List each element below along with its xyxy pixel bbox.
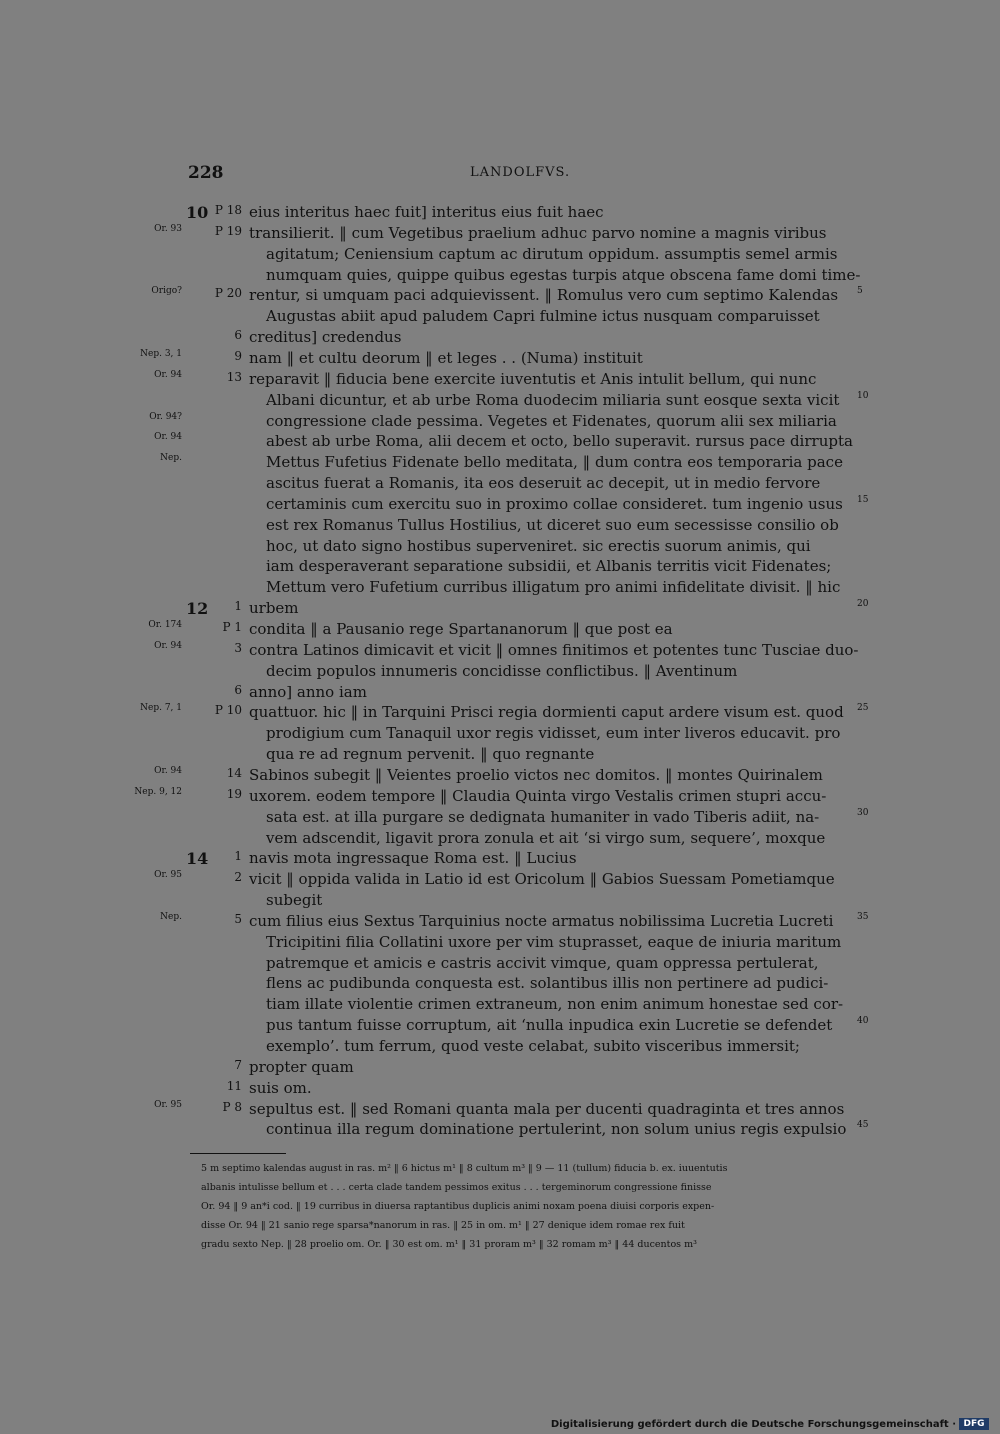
line-reference: 9 bbox=[234, 348, 242, 363]
line-text: patremque et amicis e castris accivit vimque, quam oppressa pertulerat, bbox=[266, 953, 819, 972]
line-text: Mettus Fufetius Fidenate bello meditata, ‖ dum contra eos temporaria pace bbox=[266, 453, 843, 472]
line-number: 40 bbox=[857, 1016, 869, 1027]
source-reference: Or. 95 bbox=[154, 870, 182, 881]
line-reference: 6 bbox=[234, 328, 242, 343]
line-text: vicit ‖ oppida valida in Latio id est Oricolum ‖ Gabios Suessam Pometiamque bbox=[249, 870, 835, 889]
page-number: 228 bbox=[188, 163, 224, 183]
footnote-line: albanis intulisse bellum et . . . certa clade tandem pessimos exitus . . . tergeminorum congressione finisse bbox=[201, 1182, 712, 1193]
line-text: exemplo’. tum ferrum, quod veste celabat, subito visceribus immersit; bbox=[266, 1037, 800, 1055]
text-line bbox=[0, 620, 1000, 641]
line-text: Sabinos subegit ‖ Veientes proelio victos nec domitos. ‖ montes Quirinalem bbox=[249, 765, 823, 784]
text-line bbox=[0, 599, 1000, 620]
line-text: est rex Romanus Tullus Hostilius, ut diceret suo eum secessisse consilio ob bbox=[266, 515, 839, 534]
source-reference: Or. 94 bbox=[154, 765, 182, 776]
source-reference: Or. 94 bbox=[154, 369, 182, 380]
section-number: 14 bbox=[186, 849, 209, 869]
text-line bbox=[0, 495, 1000, 516]
line-text: cum filius eius Sextus Tarquinius nocte armatus nobilissima Lucretia Lucreti bbox=[249, 911, 834, 930]
line-number: 25 bbox=[857, 703, 869, 714]
text-line bbox=[0, 891, 1000, 912]
line-text: agitatum; Ceniensium captum ac dirutum oppidum. assumptis semel armis bbox=[266, 244, 838, 263]
text-line bbox=[0, 391, 1000, 412]
line-reference: 19 bbox=[226, 786, 242, 801]
line-number: 5 bbox=[857, 286, 863, 297]
line-text: congressione clade pessima. Vegetes et Fidenates, quorum alii sex miliaria bbox=[266, 411, 837, 430]
line-text: prodigium cum Tanaquil uxor regis vidisset, eum inter liveros educavit. pro bbox=[266, 724, 841, 743]
line-number: 35 bbox=[857, 911, 869, 922]
line-reference: 11 bbox=[226, 1078, 242, 1093]
text-line bbox=[0, 453, 1000, 474]
source-reference: Or. 95 bbox=[154, 1099, 182, 1110]
line-text: hoc, ut dato signo hostibus superveniret. sic erectis suorum animis, qui bbox=[266, 536, 811, 555]
line-number: 30 bbox=[857, 807, 869, 818]
line-number: 10 bbox=[857, 390, 869, 401]
text-line bbox=[0, 912, 1000, 933]
line-text: eius interitus haec fuit] interitus eius fuit haec bbox=[249, 203, 604, 221]
line-reference: 6 bbox=[234, 682, 242, 697]
line-text: subegit bbox=[266, 891, 323, 910]
text-line bbox=[0, 933, 1000, 954]
text-line bbox=[0, 641, 1000, 662]
line-number: 15 bbox=[857, 494, 869, 505]
source-reference: Or. 94 bbox=[154, 640, 182, 651]
line-reference: P 20 bbox=[214, 286, 242, 301]
line-reference: 13 bbox=[226, 369, 242, 384]
line-text: Albani dicuntur, et ab urbe Roma duodecim miliaria sunt eosque sexta vicit bbox=[266, 390, 840, 409]
line-text: iam desperaverant separatione subsidii, et Albanis territis vicit Fidenates; bbox=[266, 557, 832, 576]
line-text: qua re ad regnum pervenit. ‖ quo regnante bbox=[266, 745, 595, 764]
text-line bbox=[0, 286, 1000, 307]
line-text: numquam quies, quippe quibus egestas turpis atque obscena fame domi time- bbox=[266, 265, 861, 284]
line-text: reparavit ‖ fiducia bene exercite iuventutis et Anis intulit bellum, qui nunc bbox=[249, 369, 817, 388]
line-reference: 14 bbox=[226, 765, 242, 780]
section-number: 12 bbox=[186, 599, 209, 619]
text-line bbox=[0, 1100, 1000, 1121]
source-reference: Or. 174 bbox=[148, 620, 182, 630]
text-line bbox=[0, 328, 1000, 349]
line-text: certaminis cum exercitu suo in proximo collae consideret. tum ingenio usus bbox=[266, 494, 843, 513]
source-reference: Nep. bbox=[160, 453, 182, 464]
text-line bbox=[0, 412, 1000, 433]
line-text: quattuor. hic ‖ in Tarquini Prisci regia dormienti caput ardere visum est. quod bbox=[249, 703, 844, 722]
source-reference: Nep. 7, 1 bbox=[140, 703, 182, 714]
footnote-line: gradu sexto Nep. ‖ 28 proelio om. Or. ‖ 30 est om. m¹ ‖ 31 proram m³ ‖ 32 romam m³ ‖ 44 ducentos m³ bbox=[201, 1239, 697, 1250]
line-text: sata est. at illa purgare se dedignata humaniter in vado Tiberis adiit, na- bbox=[266, 807, 820, 826]
text-line bbox=[0, 307, 1000, 328]
text-line bbox=[0, 474, 1000, 495]
source-reference: Nep. 9, 12 bbox=[134, 786, 182, 797]
text-line bbox=[0, 745, 1000, 766]
dfg-logo: DFG bbox=[959, 1418, 989, 1430]
line-text: uxorem. eodem tempore ‖ Claudia Quinta virgo Vestalis crimen stupri accu- bbox=[249, 786, 827, 805]
footnote-line: 5 m septimo kalendas august in ras. m² ‖ 6 hictus m¹ ‖ 8 cultum m³ ‖ 9 — 11 (tullum) fiducia b. ex. iuuentutis bbox=[201, 1163, 728, 1174]
text-line bbox=[0, 995, 1000, 1016]
text-line bbox=[0, 724, 1000, 745]
line-text: abest ab urbe Roma, alii decem et octo, bello superavit. rursus pace dirrupta bbox=[266, 432, 853, 451]
source-reference: Or. 94 bbox=[154, 432, 182, 443]
line-text: propter quam bbox=[249, 1057, 354, 1076]
text-line bbox=[0, 1016, 1000, 1037]
line-text: nam ‖ et cultu deorum ‖ et leges . . (Numa) instituit bbox=[249, 348, 643, 367]
text-line bbox=[0, 516, 1000, 537]
text-line bbox=[0, 349, 1000, 370]
line-text: flens ac pudibunda conquesta est. solantibus illis non pertinere ad pudici- bbox=[266, 974, 829, 993]
text-line bbox=[0, 1037, 1000, 1058]
section-number: 10 bbox=[186, 203, 209, 222]
text-line bbox=[0, 662, 1000, 683]
text-line bbox=[0, 974, 1000, 995]
line-text: anno] anno iam bbox=[249, 682, 367, 701]
text-line bbox=[0, 432, 1000, 453]
text-line bbox=[0, 829, 1000, 850]
line-text: condita ‖ a Pausanio rege Spartananorum ‖ que post ea bbox=[249, 620, 673, 638]
footnote-line: Or. 94 ‖ 9 an*i cod. ‖ 19 curribus in diuersa raptantibus duplicis animi noxam poena diuisi corporis expen- bbox=[201, 1201, 715, 1212]
text-line bbox=[0, 683, 1000, 704]
text-line bbox=[0, 578, 1000, 599]
text-line bbox=[0, 370, 1000, 391]
text-line bbox=[0, 1120, 1000, 1141]
line-number: 45 bbox=[857, 1120, 869, 1131]
line-reference: P 18 bbox=[214, 203, 242, 217]
text-line bbox=[0, 224, 1000, 245]
line-text: ascitus fuerat a Romanis, ita eos deseruit ac decepit, ut in medio fervore bbox=[266, 474, 821, 493]
line-reference: P 10 bbox=[214, 703, 242, 718]
source-reference: Origo? bbox=[151, 286, 182, 297]
text-line bbox=[0, 787, 1000, 808]
source-reference: Or. 94? bbox=[149, 411, 182, 422]
line-reference: 1 bbox=[234, 849, 242, 864]
text-line bbox=[0, 1058, 1000, 1079]
source-reference: Nep. bbox=[160, 911, 182, 922]
line-reference: 3 bbox=[234, 640, 242, 655]
text-line bbox=[0, 1079, 1000, 1100]
line-text: suis om. bbox=[249, 1078, 312, 1097]
line-text: creditus] credendus bbox=[249, 328, 402, 347]
running-title: LANDOLFVS. bbox=[470, 165, 571, 180]
footnote-line: disse Or. 94 ‖ 21 sanio rege sparsa*nanorum in ras. ‖ 25 in om. m¹ ‖ 27 denique idem romae rex fuit bbox=[201, 1220, 685, 1231]
text-line bbox=[0, 954, 1000, 975]
line-text: Tricipitini filia Collatini uxore per vim stuprasset, eaque de iniuria maritum bbox=[266, 932, 842, 951]
line-reference: 1 bbox=[234, 599, 242, 614]
line-number: 20 bbox=[857, 599, 869, 610]
line-text: Augustas abiit apud paludem Capri fulmine ictus nusquam comparuisset bbox=[266, 307, 820, 326]
text-line bbox=[0, 849, 1000, 870]
line-text: sepultus est. ‖ sed Romani quanta mala per ducenti quadraginta et tres annos bbox=[249, 1099, 845, 1118]
line-reference: P 1 bbox=[222, 620, 242, 634]
text-line bbox=[0, 203, 1000, 224]
text-line bbox=[0, 703, 1000, 724]
text-line bbox=[0, 537, 1000, 558]
line-text: navis mota ingressaque Roma est. ‖ Lucius bbox=[249, 849, 577, 868]
line-reference: P 19 bbox=[214, 223, 242, 238]
digitization-credit: Digitalisierung gefördert durch die Deutsche Forschungsgemeinschaft · bbox=[550, 1419, 956, 1430]
text-line bbox=[0, 557, 1000, 578]
text-line bbox=[0, 870, 1000, 891]
source-reference: Nep. 3, 1 bbox=[140, 348, 182, 359]
line-text: vem adscendit, ligavit prora zonula et ait ‘si virgo sum, sequere’, moxque bbox=[266, 828, 826, 847]
line-text: continua illa regum dominatione pertulerint, non solum unius regis expulsio bbox=[266, 1120, 847, 1139]
line-text: urbem bbox=[249, 599, 299, 618]
line-reference: 7 bbox=[234, 1057, 242, 1072]
text-line bbox=[0, 266, 1000, 287]
line-text: Mettum vero Fufetium curribus illigatum pro animi infidelitate divisit. ‖ hic bbox=[266, 578, 841, 597]
text-line bbox=[0, 766, 1000, 787]
line-text: tiam illate violentie crimen extraneum, non enim animum honestae sed cor- bbox=[266, 995, 844, 1014]
line-reference: 2 bbox=[234, 870, 242, 885]
line-text: pus tantum fuisse corruptum, ait ‘nulla inpudica exin Lucretie se defendet bbox=[266, 1016, 833, 1035]
line-text: transilierit. ‖ cum Vegetibus praelium adhuc parvo nomine a magnis viribus bbox=[249, 223, 827, 242]
line-reference: P 8 bbox=[222, 1099, 242, 1114]
line-reference: 5 bbox=[234, 911, 242, 926]
text-line bbox=[0, 808, 1000, 829]
line-text: decim populos innumeris concidisse conflictibus. ‖ Aventinum bbox=[266, 661, 738, 680]
line-text: contra Latinos dimicavit et vicit ‖ omnes finitimos et potentes tunc Tusciae duo- bbox=[249, 640, 859, 659]
source-reference: Or. 93 bbox=[154, 223, 182, 234]
line-text: rentur, si umquam paci adquievissent. ‖ Romulus vero cum septimo Kalendas bbox=[249, 286, 839, 305]
footnote-rule bbox=[190, 1153, 286, 1154]
text-line bbox=[0, 245, 1000, 266]
